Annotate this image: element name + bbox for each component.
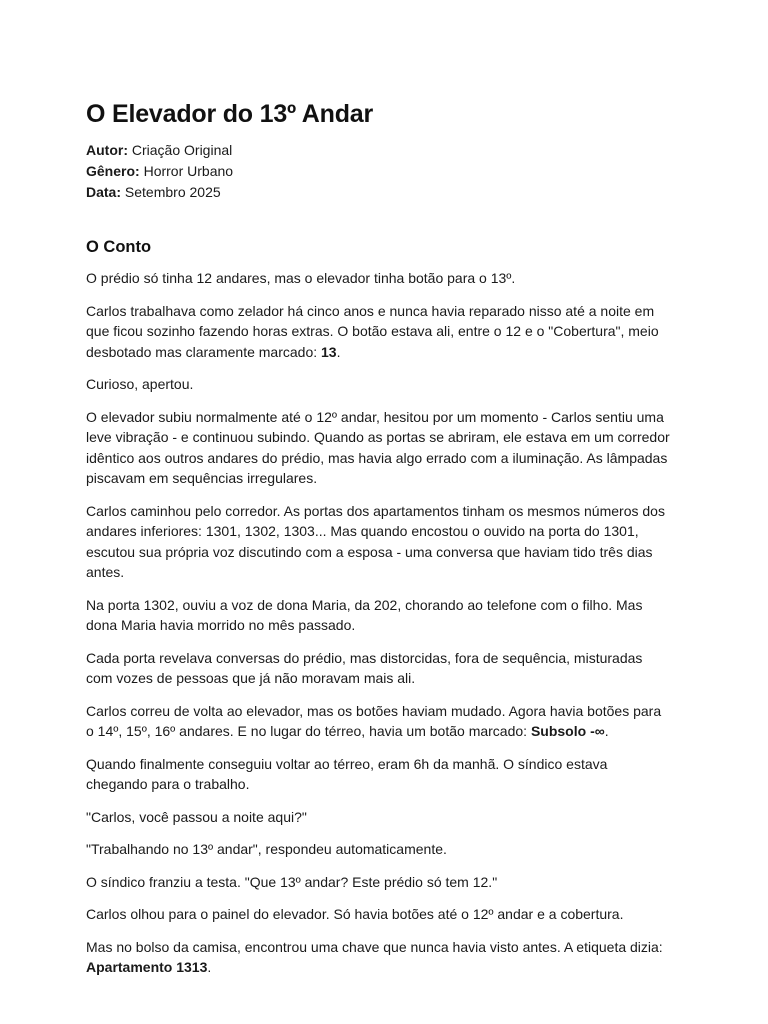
- paragraph: Curioso, apertou.: [86, 376, 194, 392]
- emphasis-text: Apartamento 1313: [86, 959, 208, 975]
- paragraph-text: Mas no bolso da camisa, encontrou uma chave que nunca havia visto antes. A etiqueta dizia:: [86, 938, 663, 955]
- date-line: [86, 182, 672, 203]
- story-body: [86, 268, 672, 978]
- paragraph: [86, 301, 672, 363]
- paragraph: Cada porta revelava conversas do prédio, mas distorcidas, fora de sequência, misturadas com vozes de pessoas que já não moravam mais ali.: [86, 649, 643, 686]
- story-title: O Elevador do 13º Andar: [86, 100, 374, 128]
- date-value: Setembro 2025: [121, 184, 221, 200]
- paragraph-text: Carlos correu de volta ao elevador, mas os botões haviam mudado. Agora havia botões para o 14º, 15º, 16º andares. E no lugar do térreo, havia um botão marcado:: [86, 702, 662, 739]
- story-metadata: [86, 140, 672, 203]
- author-label: Autor:: [86, 142, 128, 158]
- genre-line: [86, 161, 672, 182]
- genre-label: Gênero:: [86, 163, 140, 179]
- paragraph: [86, 937, 672, 978]
- paragraph-text: Carlos trabalhava como zelador há cinco anos e nunca havia reparado nisso até a noite em que ficou sozinho fazendo horas extras. O botão estava ali, entre o 12 e o "Cobertura", meio desbotado mas claramente marcado:: [86, 302, 659, 360]
- author-value: Criação Original: [128, 142, 233, 158]
- paragraph: Carlos olhou para o painel do elevador. Só havia botões até o 12º andar e a cobertura.: [86, 906, 624, 922]
- date-label: Data:: [86, 184, 122, 200]
- paragraph: Carlos caminhou pelo corredor. As portas dos apartamentos tinham os mesmos números dos andares inferiores: 1301, 1302, 1303... Mas quando encostou o ouvido na porta do 1301, escutou sua própria voz discutindo com a esposa - uma conversa que haviam tido três dias antes.: [86, 502, 665, 580]
- paragraph-end: .: [207, 959, 212, 975]
- paragraph: "Trabalhando no 13º andar", respondeu automaticamente.: [86, 841, 447, 857]
- section-heading: O Conto: [86, 238, 152, 256]
- paragraph-end: .: [604, 723, 609, 739]
- emphasis-text: Subsolo -∞: [530, 723, 605, 739]
- paragraph: O elevador subiu normalmente até o 12º andar, hesitou por um momento - Carlos sentiu uma leve vibração - e continuou subindo. Quando as portas se abriram, ele estava em um corredor idêntico aos outros andares do prédio, mas havia algo errado com a iluminação. As lâmpadas piscavam em sequências irregulares.: [86, 408, 670, 486]
- genre-value: Horror Urbano: [139, 163, 234, 179]
- paragraph-end: .: [336, 343, 341, 360]
- paragraph: O síndico franziu a testa. "Que 13º andar? Este prédio só tem 12.": [86, 873, 498, 890]
- paragraph: O prédio só tinha 12 andares, mas o elevador tinha botão para o 13º.: [86, 270, 516, 286]
- paragraph: "Carlos, você passou a noite aqui?": [86, 808, 307, 825]
- paragraph: Quando finalmente conseguiu voltar ao térreo, eram 6h da manhã. O síndico estava chegando para o trabalho.: [86, 755, 608, 792]
- paragraph: Na porta 1302, ouviu a voz de dona Maria, da 202, chorando ao telefone com o filho. Mas dona Maria havia morrido no mês passado.: [86, 596, 643, 633]
- paragraph: [86, 701, 672, 742]
- author-line: [86, 140, 672, 161]
- emphasis-text: 13: [321, 343, 337, 360]
